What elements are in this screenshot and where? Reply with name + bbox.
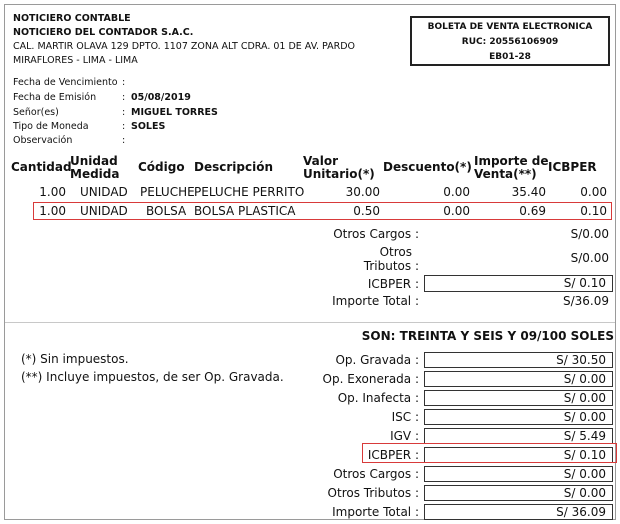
total-value: S/ 0.10 xyxy=(424,447,613,463)
info-value-moneda: SOLES xyxy=(131,121,166,132)
summary-icbper-label: ICBPER : xyxy=(367,277,419,291)
info-sep: : xyxy=(122,135,126,146)
cell-cantidad: 1.00 xyxy=(39,204,66,218)
document-number: EB01-28 xyxy=(489,52,531,62)
cell-descripcion: BOLSA PLASTICA xyxy=(194,204,296,218)
info-label-vencimiento: Fecha de Vencimiento xyxy=(13,77,118,88)
col-header-descripcion: Descripción xyxy=(194,160,273,174)
cell-codigo: PELUCHE xyxy=(140,185,195,199)
cell-importe: 35.40 xyxy=(511,185,546,199)
document-ruc: RUC: 20556106909 xyxy=(461,37,559,47)
info-label-observacion: Observación xyxy=(13,135,73,146)
col-header-cantidad: Cantidad xyxy=(11,160,72,174)
info-label-emision: Fecha de Emisión xyxy=(13,92,97,103)
company-address-line2: MIRAFLORES - LIMA - LIMA xyxy=(13,55,138,66)
col-header-importe-2: Venta(**) xyxy=(474,167,537,181)
info-value-emision: 05/08/2019 xyxy=(131,92,191,103)
document-id-box xyxy=(410,16,610,66)
total-value: S/ 0.00 xyxy=(424,390,613,406)
note-sin-impuestos: (*) Sin impuestos. xyxy=(21,352,129,366)
summary-otros-cargos-value: S/0.00 xyxy=(570,227,609,241)
col-header-unidad-2: Medida xyxy=(70,167,120,181)
info-sep: : xyxy=(122,92,126,103)
cell-descripcion: PELUCHE PERRITO xyxy=(194,185,305,199)
total-value: S/ 0.00 xyxy=(424,466,613,482)
total-label: Op. Exonerada : xyxy=(322,372,419,386)
summary-importe-total-label: Importe Total : xyxy=(332,294,419,308)
company-name: NOTICIERO CONTABLE xyxy=(13,13,131,24)
total-label: Op. Inafecta : xyxy=(337,391,419,405)
cell-valor: 0.50 xyxy=(353,204,380,218)
cell-descuento: 0.00 xyxy=(443,185,470,199)
summary-importe-total-value: S/36.09 xyxy=(562,294,609,308)
cell-cantidad: 1.00 xyxy=(39,185,66,199)
total-label: ISC : xyxy=(391,410,419,424)
summary-otros-tributos-label-2: Tributos : xyxy=(363,259,419,273)
info-sep: : xyxy=(122,107,126,118)
total-value: S/ 30.50 xyxy=(424,352,613,368)
total-value: S/ 0.00 xyxy=(424,409,613,425)
col-header-valor-1: Valor xyxy=(303,154,339,168)
col-header-valor-2: Unitario(*) xyxy=(303,167,375,181)
col-header-importe-1: Importe de xyxy=(474,154,549,168)
cell-icbper: 0.00 xyxy=(580,185,607,199)
cell-codigo: BOLSA xyxy=(146,204,187,218)
company-address-line1: CAL. MARTIR OLAVA 129 DPTO. 1107 ZONA ALT CDRA. 01 DE AV. PARDO xyxy=(13,41,356,52)
col-header-unidad-1: Unidad xyxy=(70,154,118,168)
info-sep: : xyxy=(122,121,126,132)
cell-unidad: UNIDAD xyxy=(80,204,128,218)
info-label-moneda: Tipo de Moneda xyxy=(13,121,89,132)
total-label: Op. Gravada : xyxy=(335,353,419,367)
info-value-senor: MIGUEL TORRES xyxy=(131,107,218,118)
col-header-codigo: Código xyxy=(138,160,185,174)
cell-descuento: 0.00 xyxy=(443,204,470,218)
amount-in-words: SON: TREINTA Y SEIS Y 09/100 SOLES xyxy=(361,329,614,343)
total-label: Otros Tributos : xyxy=(327,486,419,500)
cell-icbper: 0.10 xyxy=(580,204,607,218)
col-header-icbper: ICBPER xyxy=(548,160,597,174)
section-divider xyxy=(5,322,615,323)
company-legal-name: NOTICIERO DEL CONTADOR S.A.C. xyxy=(13,27,194,38)
total-value: S/ 5.49 xyxy=(424,428,613,444)
info-sep: : xyxy=(122,77,126,88)
col-header-descuento: Descuento(*) xyxy=(383,160,472,174)
cell-unidad: UNIDAD xyxy=(80,185,128,199)
total-label: IGV : xyxy=(390,429,419,443)
cell-importe: 0.69 xyxy=(519,204,546,218)
summary-otros-tributos-label-1: Otros xyxy=(379,245,412,259)
total-label: Importe Total : xyxy=(332,505,419,519)
info-label-senor: Señor(es) xyxy=(13,107,59,118)
total-label: Otros Cargos : xyxy=(333,467,419,481)
document-title: BOLETA DE VENTA ELECTRONICA xyxy=(427,22,593,32)
total-value: S/ 0.00 xyxy=(424,485,613,501)
total-label: ICBPER : xyxy=(367,448,419,462)
total-value: S/ 36.09 xyxy=(424,504,613,520)
summary-otros-cargos-label: Otros Cargos : xyxy=(333,227,419,241)
cell-valor: 30.00 xyxy=(345,185,380,199)
note-incluye-impuestos: (**) Incluye impuestos, de ser Op. Gravada. xyxy=(21,370,284,384)
summary-otros-tributos-value: S/0.00 xyxy=(570,251,609,265)
total-value: S/ 0.00 xyxy=(424,371,613,387)
highlight-icbper-total xyxy=(362,443,617,463)
summary-icbper-value: S/ 0.10 xyxy=(424,275,613,292)
